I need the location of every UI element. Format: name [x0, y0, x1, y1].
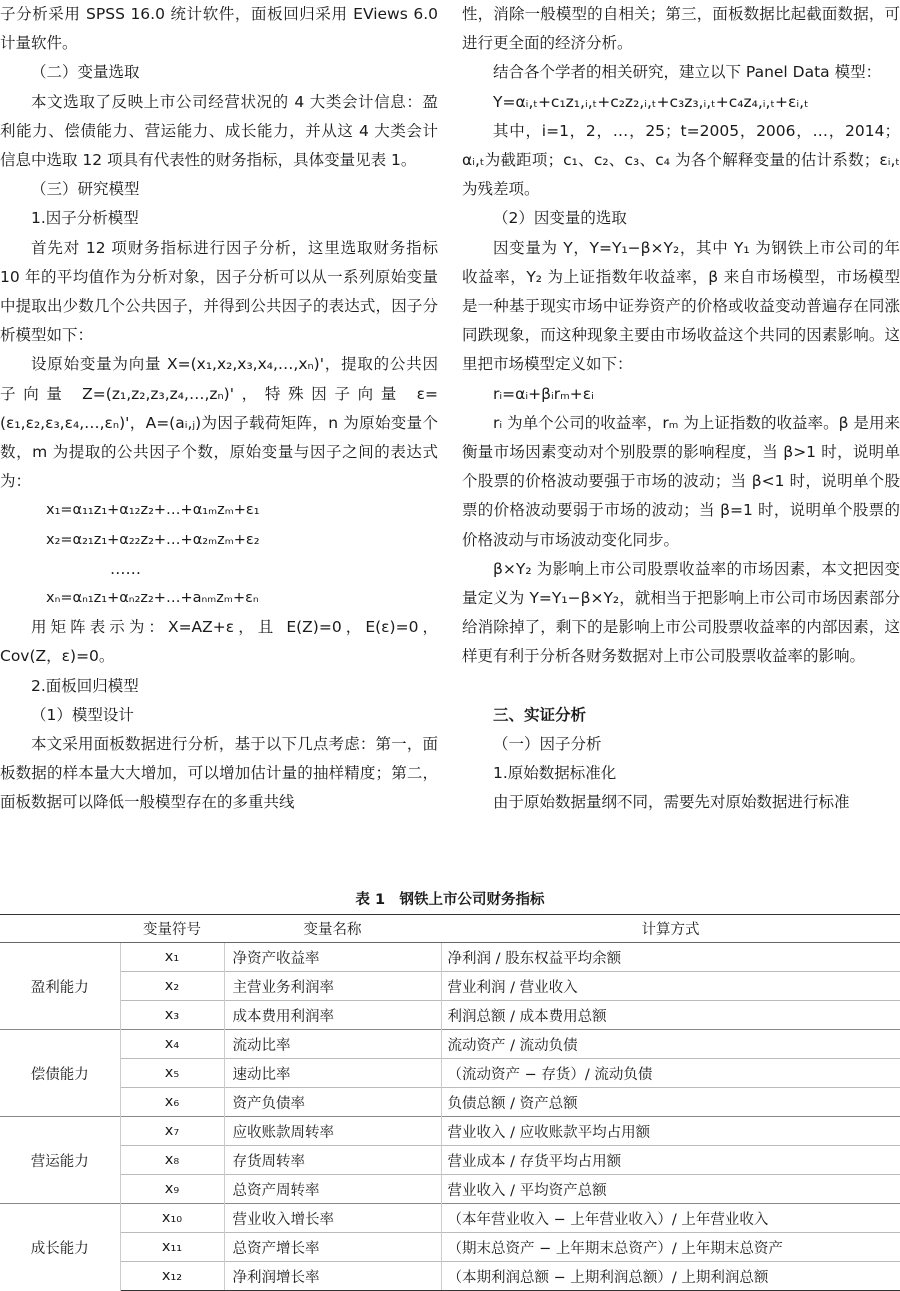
left-column [0, 0, 438, 818]
left-paragraph-1: 子分析采用 SPSS 16.0 统计软件，面板回归采用 EViews 6.0 计量软件。 [0, 5, 438, 53]
heading-factor-model: 1.因子分析模型 [31, 209, 139, 228]
name-cell: 存货周转率 [224, 1146, 441, 1175]
symbol-cell: x₅ [120, 1059, 224, 1088]
formula-cell: （本期利润总额 − 上期利润总额）/ 上期利润总额 [441, 1262, 900, 1291]
symbol-cell: x₁ [120, 943, 224, 972]
symbol-cell: x₆ [120, 1088, 224, 1117]
equation-xn: xₙ=αₙ₁z₁+αₙ₂z₂+…+aₙₘzₘ+εₙ [46, 590, 259, 607]
table-row [0, 972, 900, 1001]
formula-cell: （期末总资产 − 上年期末总资产）/ 上年期末总资产 [441, 1233, 900, 1262]
right-paragraph-3: 其中，i=1，2，…，25；t=2005，2006，…，2014；αᵢ,ₜ为截距项；c₁、c₂、c₃、c₄ 为各个解释变量的估计系数；εᵢ,ₜ为残差项。 [462, 121, 900, 199]
formula-cell: （本年营业收入 − 上年营业收入）/ 上年营业收入 [441, 1204, 900, 1233]
formula-cell: 利润总额 / 成本费用总额 [441, 1001, 900, 1030]
symbol-cell: x₃ [120, 1001, 224, 1030]
symbol-cell: x₉ [120, 1175, 224, 1204]
header-symbol: 变量符号 [120, 915, 224, 943]
symbol-cell: x₂ [120, 972, 224, 1001]
header-formula: 计算方式 [441, 915, 900, 943]
symbol-cell: x₄ [120, 1030, 224, 1059]
table-header-row [0, 915, 900, 943]
name-cell: 净资产收益率 [224, 943, 441, 972]
formula-cell: 营业收入 / 平均资产总额 [441, 1175, 900, 1204]
formula-cell: 净利润 / 股东权益平均余额 [441, 943, 900, 972]
equation-panel-model: Y=αᵢ,ₜ+c₁z₁,ᵢ,ₜ+c₂z₂,ᵢ,ₜ+c₃z₃,ᵢ,ₜ+c₄z₄,ᵢ,ₜ+εᵢ,ₜ [493, 92, 809, 111]
right-paragraph-6: β×Y₂ 为影响上市公司股票收益率的市场因素，本文把因变量定义为 Y=Y₁−β×Y₂，就相当于把影响上市公司市场因素部分给消除掉了，剩下的是影响上市公司股票收益率的内部因素，这样更有利于分析各财务数据对上市公司股票收益率的影响。 [462, 559, 900, 666]
heading-factor-analysis: （一）因子分析 [493, 734, 602, 753]
right-paragraph-5: rᵢ 为单个公司的收益率，rₘ 为上证指数的收益率。β 是用来衡量市场因素变动对个别股票的影响程度，当 β>1 时，说明单个股票的价格波动要强于市场的波动；当 β<1 时，说明单个股票的价格波动要弱于市场的波动；当 β=1 时，说明单个股票的价格波动与市场波动变化同步。 [462, 413, 900, 549]
symbol-cell: x₁₁ [120, 1233, 224, 1262]
name-cell: 总资产周转率 [224, 1175, 441, 1204]
formula-cell: （流动资产 − 存货）/ 流动负债 [441, 1059, 900, 1088]
heading-empirical-analysis: 三、实证分析 [493, 705, 587, 724]
formula-cell: 营业利润 / 营业收入 [441, 972, 900, 1001]
symbol-cell: x₁₂ [120, 1262, 224, 1291]
table-title: 表 1 钢铁上市公司财务指标 [355, 892, 545, 908]
left-paragraph-2: 本文选取了反映上市公司经营状况的 4 大类会计信息：盈利能力、偿债能力、营运能力、成长能力，并从这 4 大类会计信息中选取 12 项具有代表性的财务指标，具体变量见表 1。 [0, 92, 438, 170]
left-paragraph-3: 首先对 12 项财务指标进行因子分析，这里选取财务指标 10 年的平均值作为分析对象，因子分析可以从一系列原始变量中提取出少数几个公共因子，并得到公共因子的表达式，因子分析模型如下： [0, 238, 438, 345]
category-cell: 偿债能力 [0, 1030, 120, 1117]
formula-cell: 流动资产 / 流动负债 [441, 1030, 900, 1059]
heading-standardization: 1.原始数据标准化 [493, 764, 617, 783]
name-cell: 营业收入增长率 [224, 1204, 441, 1233]
table-row [0, 943, 900, 972]
symbol-cell: x₈ [120, 1146, 224, 1175]
name-cell: 流动比率 [224, 1030, 441, 1059]
right-paragraph-4: 因变量为 Y，Y=Y₁−β×Y₂，其中 Y₁ 为钢铁上市公司的年收益率，Y₂ 为上证指数年收益率，β 来自市场模型，市场模型是一种基于现实市场中证券资产的价格或收益变动普遍存在同涨同跌现象，而这种现象主要由市场收益这个共同的因素影响。这里把市场模型定义如下： [462, 238, 900, 374]
formula-cell: 营业成本 / 存货平均占用额 [441, 1146, 900, 1175]
symbol-cell: x₁₀ [120, 1204, 224, 1233]
formula-cell: 营业收入 / 应收账款平均占用额 [441, 1117, 900, 1146]
name-cell: 应收账款周转率 [224, 1117, 441, 1146]
header-category [0, 915, 120, 943]
name-cell: 主营业务利润率 [224, 972, 441, 1001]
heading-model-design: （1）模型设计 [31, 705, 134, 724]
table-row [0, 1146, 900, 1175]
table-row [0, 1233, 900, 1262]
section-spacer [462, 672, 900, 701]
symbol-cell: x₇ [120, 1117, 224, 1146]
left-paragraph-6: 本文采用面板数据进行分析，基于以下几点考虑：第一，面板数据的样本量大大增加，可以增加估计量的抽样精度；第二，面板数据可以降低一般模型存在的多重共线 [0, 735, 438, 812]
right-paragraph-1: 性，消除一般模型的自相关；第三，面板数据比起截面数据，可进行更全面的经济分析。 [462, 5, 900, 53]
equation-x2: x₂=α₂₁z₁+α₂₂z₂+…+α₂ₘzₘ+ε₂ [46, 531, 260, 548]
table-row [0, 1001, 900, 1030]
category-cell: 盈利能力 [0, 943, 120, 1030]
table-1 [0, 886, 900, 1291]
name-cell: 成本费用利润率 [224, 1001, 441, 1030]
equation-market-model: rᵢ=αᵢ+βᵢrₘ+εᵢ [493, 384, 594, 403]
financial-indicators-table [0, 914, 900, 1291]
left-paragraph-5: 用矩阵表示为：X=AZ+ε，且 E(Z)=0，E(ε)=0，Cov(Z，ε)=0。 [0, 618, 438, 666]
right-paragraph-7: 由于原始数据量纲不同，需要先对原始数据进行标准 [493, 793, 850, 812]
heading-panel-model: 2.面板回归模型 [31, 676, 139, 695]
category-cell: 成长能力 [0, 1204, 120, 1291]
right-column [462, 0, 900, 817]
table-row [0, 1262, 900, 1291]
name-cell: 速动比率 [224, 1059, 441, 1088]
table-row [0, 1088, 900, 1117]
heading-variable-selection: （二）变量选取 [31, 63, 140, 82]
table-row [0, 1175, 900, 1204]
formula-cell: 负债总额 / 资产总额 [441, 1088, 900, 1117]
table-row [0, 1059, 900, 1088]
table-row [0, 1030, 900, 1059]
equation-x1: x₁=α₁₁z₁+α₁₂z₂+…+α₁ₘzₘ+ε₁ [46, 502, 260, 519]
header-name: 变量名称 [224, 915, 441, 943]
right-paragraph-2: 结合各个学者的相关研究，建立以下 Panel Data 模型： [493, 63, 882, 82]
name-cell: 资产负债率 [224, 1088, 441, 1117]
category-cell: 营运能力 [0, 1117, 120, 1204]
table-row [0, 1204, 900, 1233]
name-cell: 净利润增长率 [224, 1262, 441, 1291]
equation-ellipsis: …… [110, 559, 141, 578]
heading-research-model: （三）研究模型 [31, 180, 140, 199]
heading-dependent-variable: （2）因变量的选取 [493, 209, 627, 228]
name-cell: 总资产增长率 [224, 1233, 441, 1262]
left-paragraph-4: 设原始变量为向量 X=(x₁,x₂,x₃,x₄,…,xₙ)'，提取的公共因子向量 Z=(z₁,z₂,z₃,z₄,…,zₙ)'，特殊因子向量 ε=(ε₁,ε₂,ε₃,ε₄,…,εₙ)'，A=(aᵢ,ⱼ)为因子载荷矩阵，n 为原始变量个数，m 为提取的公共因子个数，原始变量与因子之间的表达式为： [0, 355, 438, 491]
table-row [0, 1117, 900, 1146]
